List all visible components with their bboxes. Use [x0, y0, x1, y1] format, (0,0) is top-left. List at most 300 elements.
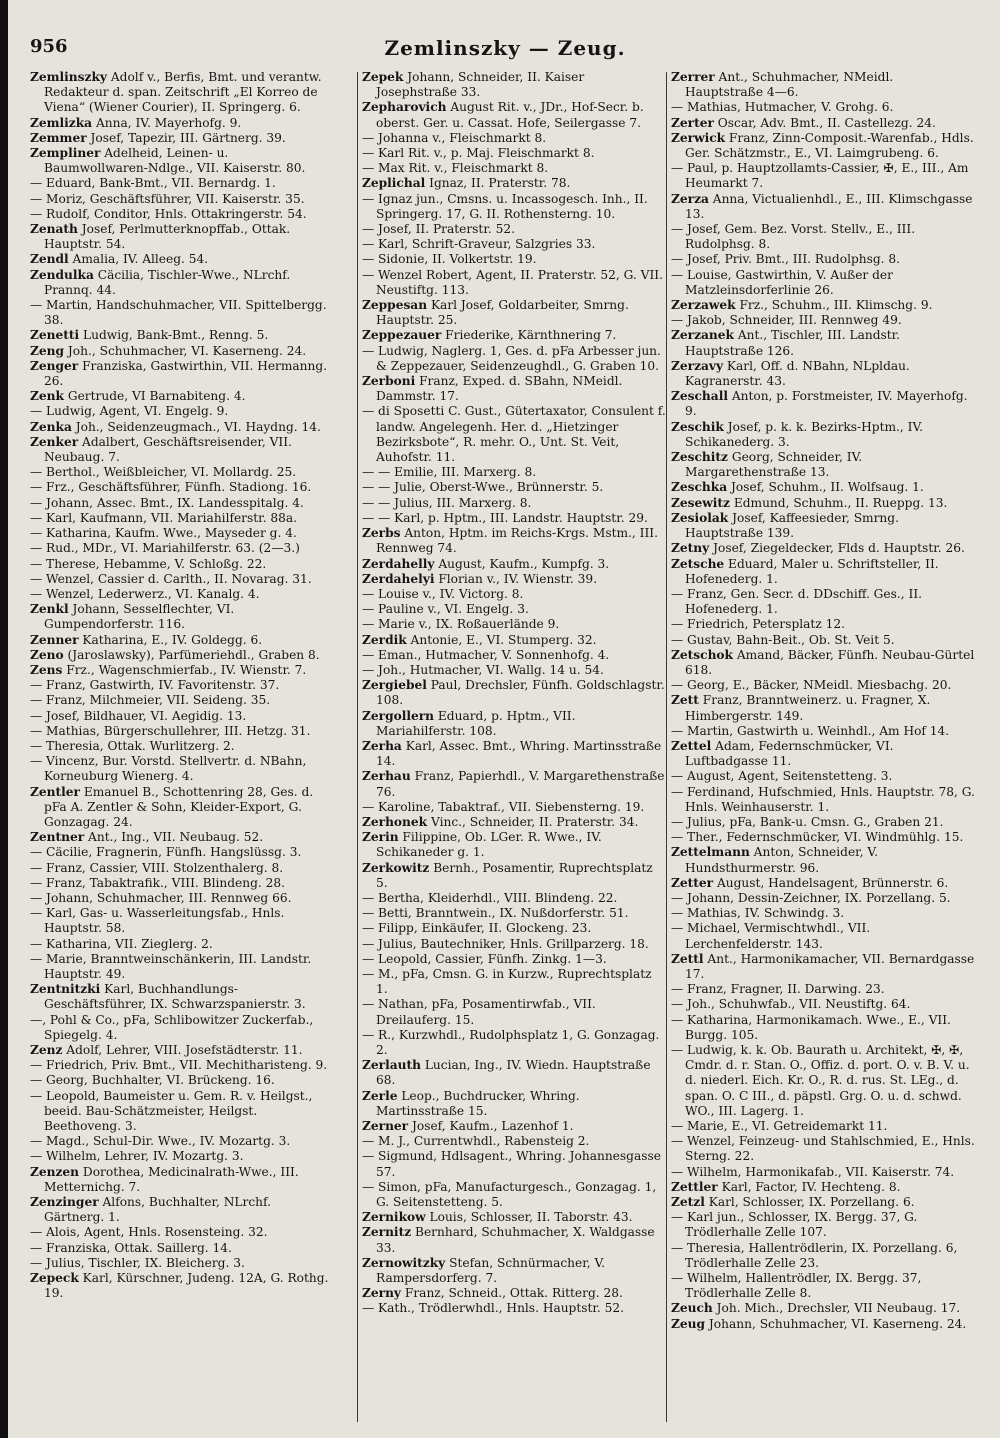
entry-details: — Katharina, Kaufm. Wwe., Mayseder g. 4. — [30, 526, 297, 541]
directory-entry — [362, 176, 666, 191]
directory-entry — [671, 815, 975, 830]
directory-column-1 — [30, 70, 334, 1301]
entry-surname: Zentler — [30, 784, 80, 799]
directory-entry — [30, 587, 334, 602]
directory-entry — [362, 131, 666, 146]
directory-entry — [362, 328, 666, 343]
directory-entry — [362, 465, 666, 480]
entry-details: Anna, IV. Mayerhofg. 9. — [92, 115, 242, 130]
entry-details: — Martin, Gastwirth u. Weinhdl., Am Hof 14. — [671, 723, 950, 738]
entry-details: — Ludwig, Agent, VI. Engelg. 9. — [30, 404, 229, 419]
entry-details: Franz, Exped. d. SBahn, NMeidl. Dammstr. 17. — [376, 374, 623, 404]
entry-surname: Zenker — [30, 434, 79, 449]
entry-details: — Simon, pFa, Manufacturgesch., Gonzagag. 1, G. Seitenstetteng. 5. — [362, 1179, 657, 1210]
directory-entry — [30, 192, 334, 207]
directory-entry — [671, 997, 975, 1012]
entry-surname: Zettelmann — [671, 845, 750, 860]
entry-surname: Zeschik — [671, 419, 724, 434]
directory-entry — [671, 480, 975, 495]
entry-details: Ant., Harmonikamacher, VII. Bernardgasse 17. — [685, 951, 975, 981]
entry-surname: Zetzl — [671, 1195, 705, 1210]
entry-details: Alfons, Buchhalter, NLrchf. Gärtnerg. 1. — [44, 1195, 271, 1225]
directory-entry — [362, 997, 666, 1027]
entry-details: Gertrude, VI Barnabiteng. 4. — [63, 389, 246, 404]
entry-details: Oscar, Adv. Bmt., II. Castellezg. 24. — [713, 115, 936, 130]
entry-surname: Zenetti — [30, 328, 80, 343]
directory-entry — [362, 800, 666, 815]
directory-entry — [30, 633, 334, 648]
directory-entry — [671, 1013, 975, 1043]
entry-details: — Mathias, Bürgerschullehrer, III. Hetzg. 31. — [30, 723, 311, 738]
entry-details: Eduard, Maler u. Schriftsteller, II. Hofenederg. 1. — [685, 556, 939, 586]
entry-surname: Zerdahelly — [362, 556, 435, 571]
entry-surname: Zerhonek — [362, 814, 428, 829]
entry-surname: Zerdik — [362, 632, 407, 647]
entry-details: Katharina, E., IV. Goldegg. 6. — [78, 632, 263, 647]
entry-details: Josef, Tapezir, III. Gärtnerg. 39. — [86, 130, 286, 145]
page-number: 956 — [30, 36, 68, 57]
directory-entry — [30, 830, 334, 845]
directory-entry — [30, 891, 334, 906]
directory-entry — [362, 1210, 666, 1225]
entry-details: Karl Josef, Goldarbeiter, Smrng. Hauptstr. 25. — [376, 298, 629, 328]
directory-entry — [30, 572, 334, 587]
directory-entry — [671, 252, 975, 267]
directory-entry — [30, 344, 334, 359]
directory-entry — [30, 952, 334, 982]
directory-entry — [30, 557, 334, 572]
entry-surname: Zettl — [671, 951, 704, 966]
directory-entry — [671, 785, 975, 815]
entry-details: — Wenzel, Lederwerz., VI. Kanalg. 4. — [30, 586, 260, 601]
entry-details: Frz., Wagenschmierfab., IV. Wienstr. 7. — [62, 662, 307, 677]
entry-details: Ludwig, Bank-Bmt., Renng. 5. — [79, 328, 269, 343]
directory-entry — [671, 450, 975, 480]
directory-entry — [671, 648, 975, 678]
directory-entry — [362, 572, 666, 587]
entry-details: — Marie, E., VI. Getreidemarkt 11. — [671, 1119, 888, 1134]
directory-entry — [30, 541, 334, 556]
entry-details: — Wilhelm, Hallentrödler, IX. Bergg. 37, Trödlerhalle Zelle 8. — [671, 1271, 922, 1301]
entry-details: — Alois, Agent, Hnls. Rosensteing. 32. — [30, 1225, 268, 1240]
entry-surname: Zeug — [671, 1316, 706, 1331]
directory-entry — [30, 1195, 334, 1225]
entry-surname: Zerbs — [362, 526, 401, 541]
entry-details: — Leopold, Cassier, Fünfh. Zinkg. 1—3. — [362, 951, 607, 966]
directory-entry — [671, 1134, 975, 1164]
entry-details: Josef, Perlmutterknopffab., Ottak. Hauptstr. 54. — [44, 222, 291, 252]
directory-entry — [30, 465, 334, 480]
page-edge-shadow — [0, 0, 8, 1438]
directory-entry — [30, 511, 334, 526]
entry-details: — Bertha, Kleiderhdl., VIII. Blindeng. 22. — [362, 890, 618, 905]
directory-entry — [671, 921, 975, 951]
directory-entry — [362, 496, 666, 511]
entry-surname: Zett — [671, 693, 699, 708]
directory-entry — [671, 541, 975, 556]
entry-details: Edmund, Schuhm., II. Rueppg. 13. — [729, 495, 948, 510]
entry-details: — Wenzel, Feinzeug- und Stahlschmied, E., Hnls. Sterng. 22. — [671, 1134, 975, 1164]
directory-entry — [30, 1165, 334, 1195]
entry-details: — Eman., Hutmacher, V. Sonnenhofg. 4. — [362, 647, 610, 662]
entry-details: — Franz, Gen. Secr. d. DDschiff. Ges., II. Hofenederg. 1. — [671, 586, 923, 617]
entry-details: — Karl, Gas- u. Wasserleitungsfab., Hnls. Hauptstr. 58. — [30, 906, 285, 936]
entry-surname: Zenk — [30, 389, 64, 404]
entry-surname: Zeppezauer — [362, 328, 442, 343]
entry-details: Josef, Ziegeldecker, Flds d. Hauptstr. 26. — [709, 541, 965, 556]
entry-details: — Cäcilie, Fragnerin, Fünfh. Hangslüssg. 3. — [30, 845, 302, 860]
entry-details: Lucian, Ing., IV. Wiedn. Hauptstraße 68. — [376, 1058, 651, 1088]
directory-entry — [362, 815, 666, 830]
directory-entry — [362, 769, 666, 799]
directory-entry — [362, 617, 666, 632]
directory-entry — [362, 1180, 666, 1210]
directory-entry — [30, 1241, 334, 1256]
entry-surname: Zerin — [362, 830, 399, 845]
entry-details: Adelheid, Leinen- u. Baumwollwaren-Ndlge., VII. Kaiserstr. 80. — [44, 146, 306, 176]
entry-details: — Joh., Schuhwfab., VII. Neustiftg. 64. — [671, 997, 911, 1012]
entry-details: — Ignaz jun., Cmsns. u. Incassogesch. Inh., II. Springerg. 17, G. II. Rothensterng. 10. — [362, 191, 648, 221]
directory-entry — [671, 952, 975, 982]
entry-details: Emanuel B., Schottenring 28, Ges. d. pFa A. Zentler & Sohn, Kleider-Export, G. Gonzagag. 24. — [44, 784, 314, 829]
entry-details: — M., pFa, Cmsn. G. in Kurzw., Ruprechtsplatz 1. — [362, 966, 652, 997]
entry-details: Karl, Assec. Bmt., Whring. Martinsstraße 14. — [376, 738, 662, 769]
page-header — [30, 36, 980, 66]
directory-entry — [671, 678, 975, 693]
entry-details: Josef, Kaffeesieder, Smrng. Hauptstraße 139. — [685, 510, 899, 541]
entry-details: — M. J., Currentwhdl., Rabensteig 2. — [362, 1134, 590, 1149]
directory-entry — [362, 222, 666, 237]
entry-details: — Vincenz, Bur. Vorstd. Stellvertr. d. NBahn, Korneuburg Wienerg. 4. — [30, 754, 307, 784]
entry-surname: Zernitz — [362, 1225, 412, 1240]
entry-details: — Ludwig, k. k. Ob. Baurath u. Architekt, ✠, ✠, Cmdr. d. r. Stan. O., Offiz. d. port. O. v. B. V. u. d. niederl. Eich. Kr. O., R. d. rus. St. LEg., d. span. O. C III., d. päpstl. Grg. O. u. d. schwd. WO., III. Lagerg. 1. — [671, 1043, 970, 1118]
directory-entry — [362, 1149, 666, 1179]
entry-details: Johann, Sesselflechter, VI. Gumpendorferstr. 116. — [44, 602, 235, 632]
entry-details: — Katharina, VII. Zieglerg. 2. — [30, 936, 213, 951]
directory-entry — [30, 1013, 334, 1043]
directory-entry — [362, 861, 666, 891]
directory-entry — [30, 176, 334, 191]
entry-details: Dorothea, Medicinalrath-Wwe., III. Metternichg. 7. — [44, 1164, 299, 1194]
directory-entry — [362, 237, 666, 252]
entry-surname: Zerlauth — [362, 1058, 421, 1073]
entry-details: Stefan, Schnürmacher, V. Rampersdorferg. 7. — [376, 1255, 606, 1286]
directory-entry — [671, 268, 975, 298]
directory-entry — [362, 404, 666, 465]
directory-entry — [362, 268, 666, 298]
directory-entry — [30, 648, 334, 663]
entry-details: — Karl, Kaufmann, VII. Mariahilferstr. 88a. — [30, 510, 298, 525]
directory-entry — [30, 1089, 334, 1135]
directory-entry — [30, 328, 334, 343]
entry-details: — Max Rit. v., Fleischmarkt 8. — [362, 161, 549, 176]
entry-details: Franz, Branntweinerz. u. Fragner, X. Himbergerstr. 149. — [685, 693, 931, 723]
entry-surname: Zeuch — [671, 1301, 713, 1316]
entry-details: — Louise, Gastwirthin, V. Außer der Matzleinsdorferlinie 26. — [671, 267, 893, 297]
entry-details: (Jaroslawsky), Parfümeriehdl., Graben 8. — [63, 647, 320, 662]
entry-details: Joh. Mich., Drechsler, VII Neubaug. 17. — [712, 1301, 961, 1316]
directory-entry — [30, 359, 334, 389]
column-divider — [666, 72, 667, 1422]
directory-entry — [362, 937, 666, 952]
entry-details: Karl, Schlosser, IX. Porzellang. 6. — [704, 1195, 915, 1210]
entry-surname: Zepeck — [30, 1271, 79, 1286]
entry-details: — Betti, Branntwein., IX. Nußdorferstr. 51. — [362, 906, 629, 921]
directory-entry — [671, 739, 975, 769]
directory-entry — [362, 1058, 666, 1088]
entry-details: — Wenzel, Cassier d. Carlth., II. Novarag. 31. — [30, 571, 312, 586]
entry-surname: Zerrer — [671, 70, 715, 84]
directory-entry — [362, 100, 666, 130]
entry-surname: Zendl — [30, 252, 69, 267]
entry-details: — — Julie, Oberst-Wwe., Brünnerstr. 5. — [362, 480, 604, 495]
entry-details: — Julius, Tischler, IX. Bleicherg. 3. — [30, 1255, 245, 1270]
entry-surname: Zerner — [362, 1119, 409, 1134]
directory-entry — [362, 952, 666, 967]
directory-entry — [671, 420, 975, 450]
entry-details: Franz, Papierhdl., V. Margarethenstraße 76. — [376, 769, 665, 799]
directory-entry — [671, 222, 975, 252]
directory-entry — [362, 648, 666, 663]
directory-entry — [671, 161, 975, 191]
directory-entry — [30, 146, 334, 176]
directory-entry — [671, 1210, 975, 1240]
entry-details: Johann, Schneider, II. Kaiser Josephstraße 33. — [376, 70, 585, 100]
entry-details: — — Karl, p. Hptm., III. Landstr. Hauptstr. 29. — [362, 510, 648, 525]
directory-entry — [30, 937, 334, 952]
directory-entry — [362, 70, 666, 100]
entry-details: —, Pohl & Co., pFa, Schlibowitzer Zuckerfab., Spiegelg. 4. — [30, 1012, 314, 1042]
entry-details: — Karl jun., Schlosser, IX. Bergg. 37, G. Trödlerhalle Zelle 107. — [671, 1210, 918, 1240]
entry-details: Josef, Schuhm., II. Wolfsaug. 1. — [727, 480, 924, 495]
entry-details: Frz., Schuhm., III. Klimschg. 9. — [735, 298, 933, 313]
entry-details: — Franz, Tabaktrafik., VIII. Blindeng. 28. — [30, 875, 286, 890]
entry-details: — Moriz, Geschäftsführer, VII. Kaiserstr. 35. — [30, 191, 305, 206]
entry-surname: Zerha — [362, 738, 402, 753]
entry-details: — Gustav, Bahn-Beit., Ob. St. Veit 5. — [671, 632, 895, 647]
directory-entry — [671, 511, 975, 541]
directory-entry — [30, 876, 334, 891]
directory-entry — [671, 724, 975, 739]
entry-details: — Theresia, Hallentrödlerin, IX. Porzellang. 6, Trödlerhalle Zelle 23. — [671, 1240, 958, 1270]
directory-entry — [30, 404, 334, 419]
entry-details: — Leopold, Baumeister u. Gem. R. v. Heilgst., beeid. Bau-Schätzmeister, Heilgst. Beethoveng. 3. — [30, 1088, 313, 1134]
directory-entry — [30, 1134, 334, 1149]
entry-details: Adam, Federnschmücker, VI. Luftbadgasse 11. — [685, 738, 894, 769]
entry-details: — August, Agent, Seitenstetteng. 3. — [671, 769, 893, 784]
entry-details: — Josef, Gem. Bez. Vorst. Stellv., E., III. Rudolphsg. 8. — [671, 222, 916, 252]
entry-details: — Eduard, Bank-Bmt., VII. Bernardg. 1. — [30, 176, 276, 191]
entry-details: — Mathias, Hutmacher, V. Grohg. 6. — [671, 100, 894, 115]
directory-entry — [671, 982, 975, 997]
entry-details: — Louise v., IV. Victorg. 8. — [362, 586, 524, 601]
directory-entry — [362, 663, 666, 678]
directory-entry — [671, 1180, 975, 1195]
entry-details: — Marie v., IX. Roßauerlände 9. — [362, 617, 560, 632]
directory-entry — [30, 724, 334, 739]
directory-entry — [30, 1073, 334, 1088]
directory-entry — [30, 131, 334, 146]
directory-entry — [671, 876, 975, 891]
directory-entry — [30, 845, 334, 860]
entry-surname: Zenka — [30, 419, 72, 434]
directory-entry — [362, 1256, 666, 1286]
entry-details: — Georg, E., Bäcker, NMeidl. Miesbachg. 20. — [671, 678, 952, 693]
directory-entry — [671, 131, 975, 161]
entry-surname: Zetsche — [671, 556, 725, 571]
entry-details: Johann, Schuhmacher, VI. Kaserneng. 24. — [705, 1316, 967, 1331]
entry-details: — Johann, Dessin-Zeichner, IX. Porzellang. 5. — [671, 890, 951, 905]
entry-details: August, Kaufm., Kumpfg. 3. — [434, 556, 610, 571]
entry-details: Georg, Schneider, IV. Margarethenstraße 13. — [685, 450, 863, 480]
entry-details: Cäcilia, Tischler-Wwe., NLrchf. Prannq. 44. — [44, 267, 291, 297]
entry-details: — Karl Rit. v., p. Maj. Fleischmarkt 8. — [362, 146, 595, 161]
entry-details: — Marie, Branntweinschänkerin, III. Landstr. Hauptstr. 49. — [30, 951, 312, 981]
entry-details: Paul, Drechsler, Fünfh. Goldschlagstr. 108. — [376, 678, 665, 708]
entry-details: — Ferdinand, Hufschmied, Hnls. Hauptstr. 78, G. Hnls. Weinhauserstr. 1. — [671, 784, 975, 814]
entry-details: — Frz., Geschäftsführer, Fünfh. Stadiong. 16. — [30, 480, 312, 495]
directory-entry — [30, 252, 334, 267]
directory-entry — [30, 1225, 334, 1240]
directory-entry — [671, 328, 975, 358]
directory-entry — [362, 374, 666, 404]
directory-entry — [362, 587, 666, 602]
entry-details: — Magd., Schul-Dir. Wwe., IV. Mozartg. 3. — [30, 1134, 291, 1149]
directory-entry — [671, 1301, 975, 1316]
entry-details: — Pauline v., VI. Engelg. 3. — [362, 602, 529, 617]
entry-surname: Zeno — [30, 647, 64, 662]
directory-entry — [671, 389, 975, 419]
entry-details: Ant., Ing., VII. Neubaug. 52. — [84, 830, 264, 845]
entry-details: — Franziska, Ottak. Saillerg. 14. — [30, 1240, 232, 1255]
entry-surname: Zergiebel — [362, 678, 427, 693]
directory-entry — [30, 709, 334, 724]
entry-details: — Therese, Hebamme, V. Schloßg. 22. — [30, 556, 267, 571]
entry-details: — — Julius, III. Marxerg. 8. — [362, 495, 532, 510]
directory-entry — [362, 633, 666, 648]
directory-entry — [671, 298, 975, 313]
directory-entry — [30, 420, 334, 435]
entry-details: — Sigmund, Hdlsagent., Whring. Johannesgasse 57. — [362, 1149, 661, 1179]
entry-details: Anton, Schneider, V. Hundsthurmerstr. 96. — [685, 845, 878, 875]
directory-entry — [362, 830, 666, 860]
entry-details: — Franz, Cassier, VIII. Stolzenthalerg. 8. — [30, 860, 284, 875]
entry-details: Bernh., Posamentir, Ruprechtsplatz 5. — [376, 860, 653, 890]
directory-entry — [362, 480, 666, 495]
entry-surname: Zentner — [30, 830, 85, 845]
entry-details: Franz, Zinn-Composit.-Warenfab., Hdls. Ger. Schätzmstr., E., VI. Laimgrubeng. 6. — [685, 130, 974, 161]
entry-surname: Zeng — [30, 343, 65, 358]
directory-entry — [362, 344, 666, 374]
directory-entry — [362, 511, 666, 526]
entry-surname: Zeschka — [671, 480, 728, 495]
directory-entry — [30, 435, 334, 465]
entry-details: Adalbert, Geschäftsreisender, VII. Neubaug. 7. — [44, 434, 292, 465]
directory-entry — [362, 1119, 666, 1134]
directory-entry — [362, 1134, 666, 1149]
entry-details: — Julius, Bautechniker, Hnls. Grillparzerg. 18. — [362, 936, 649, 951]
entry-details: — Martin, Handschuhmacher, VII. Spittelbergg. 38. — [30, 298, 327, 328]
entry-surname: Zerwick — [671, 130, 726, 145]
directory-entry — [30, 1043, 334, 1058]
directory-entry — [362, 1301, 666, 1316]
directory-entry — [30, 663, 334, 678]
entry-details: Anton, p. Forstmeister, IV. Mayerhofg. 9. — [685, 389, 968, 419]
directory-entry — [671, 830, 975, 845]
directory-entry — [671, 116, 975, 131]
entry-details: — Friedrich, Petersplatz 12. — [671, 617, 845, 632]
directory-entry — [362, 161, 666, 176]
entry-surname: Zergollern — [362, 708, 435, 723]
entry-surname: Zesewitz — [671, 495, 730, 510]
directory-entry — [30, 785, 334, 831]
directory-entry — [671, 1241, 975, 1271]
entry-details: — Mathias, IV. Schwindg. 3. — [671, 906, 845, 921]
directory-entry — [671, 557, 975, 587]
directory-entry — [671, 1165, 975, 1180]
directory-entry — [671, 1119, 975, 1134]
directory-entry — [671, 587, 975, 617]
entry-details: Louis, Schlosser, II. Taborstr. 43. — [425, 1210, 633, 1225]
entry-surname: Zetny — [671, 541, 710, 556]
entry-details: Friederike, Kärnthnering 7. — [441, 328, 617, 343]
entry-details: — Katharina, Harmonikamach. Wwe., E., VII. Burgg. 105. — [671, 1012, 951, 1042]
entry-details: Ant., Tischler, III. Landstr. Hauptstraße 126. — [685, 328, 901, 358]
entry-details: Leop., Buchdrucker, Whring. Martinsstraße 15. — [376, 1088, 580, 1118]
directory-entry — [362, 709, 666, 739]
entry-details: — Josef, II. Praterstr. 52. — [362, 222, 515, 237]
directory-entry — [30, 496, 334, 511]
entry-surname: Zeppesan — [362, 298, 428, 313]
entry-details: — Josef, Priv. Bmt., III. Rudolphsg. 8. — [671, 252, 901, 267]
entry-details: Karl, Kürschner, Judeng. 12A, G. Rothg. 19. — [44, 1271, 329, 1301]
entry-surname: Zemlinszky — [30, 70, 107, 84]
directory-entry — [30, 480, 334, 495]
entry-surname: Zepharovich — [362, 100, 447, 115]
directory-entry — [30, 739, 334, 754]
entry-details: Karl, Factor, IV. Hechteng. 8. — [717, 1179, 901, 1194]
directory-entry — [671, 192, 975, 222]
entry-details: — Berthol., Weißbleicher, VI. Mollardg. 25. — [30, 465, 297, 480]
directory-entry — [30, 982, 334, 1012]
entry-surname: Zesiolak — [671, 510, 729, 525]
entry-details: August, Handelsagent, Brünnerstr. 6. — [713, 875, 949, 890]
entry-details: Bernhard, Schuhmacher, X. Waldgasse 33. — [376, 1225, 655, 1255]
directory-entry — [30, 754, 334, 784]
entry-details: — — Emilie, III. Marxerg. 8. — [362, 465, 537, 480]
directory-entry — [30, 1271, 334, 1301]
entry-surname: Zeschitz — [671, 450, 728, 465]
directory-entry — [30, 602, 334, 632]
entry-details: Karl, Buchhandlungs-Geschäftsführer, IX. Schwarzspanierstr. 3. — [44, 982, 306, 1012]
directory-entry — [671, 1195, 975, 1210]
directory-entry — [671, 70, 975, 100]
entry-details: — Ther., Federnschmücker, VI. Windmühlg. 15. — [671, 830, 964, 845]
entry-details: Vinc., Schneider, II. Praterstr. 34. — [427, 814, 639, 829]
directory-entry — [362, 1286, 666, 1301]
entry-surname: Zerzanek — [671, 328, 734, 343]
column-divider — [357, 72, 358, 1422]
entry-surname: Zendulka — [30, 267, 94, 282]
entry-details: Amand, Bäcker, Fünfh. Neubau-Gürtel 618. — [685, 647, 975, 677]
directory-entry — [671, 845, 975, 875]
directory-entry — [671, 100, 975, 115]
entry-surname: Zeschall — [671, 389, 728, 404]
entry-surname: Zeplichal — [362, 176, 426, 191]
entry-details: Eduard, p. Hptm., VII. Mariahilferstr. 108. — [376, 708, 576, 738]
entry-details: Adolf, Lehrer, VIII. Josefstädterstr. 11. — [62, 1043, 303, 1057]
entry-details: — R., Kurzwhdl., Rudolphsplatz 1, G. Gonzagag. 2. — [362, 1027, 660, 1057]
